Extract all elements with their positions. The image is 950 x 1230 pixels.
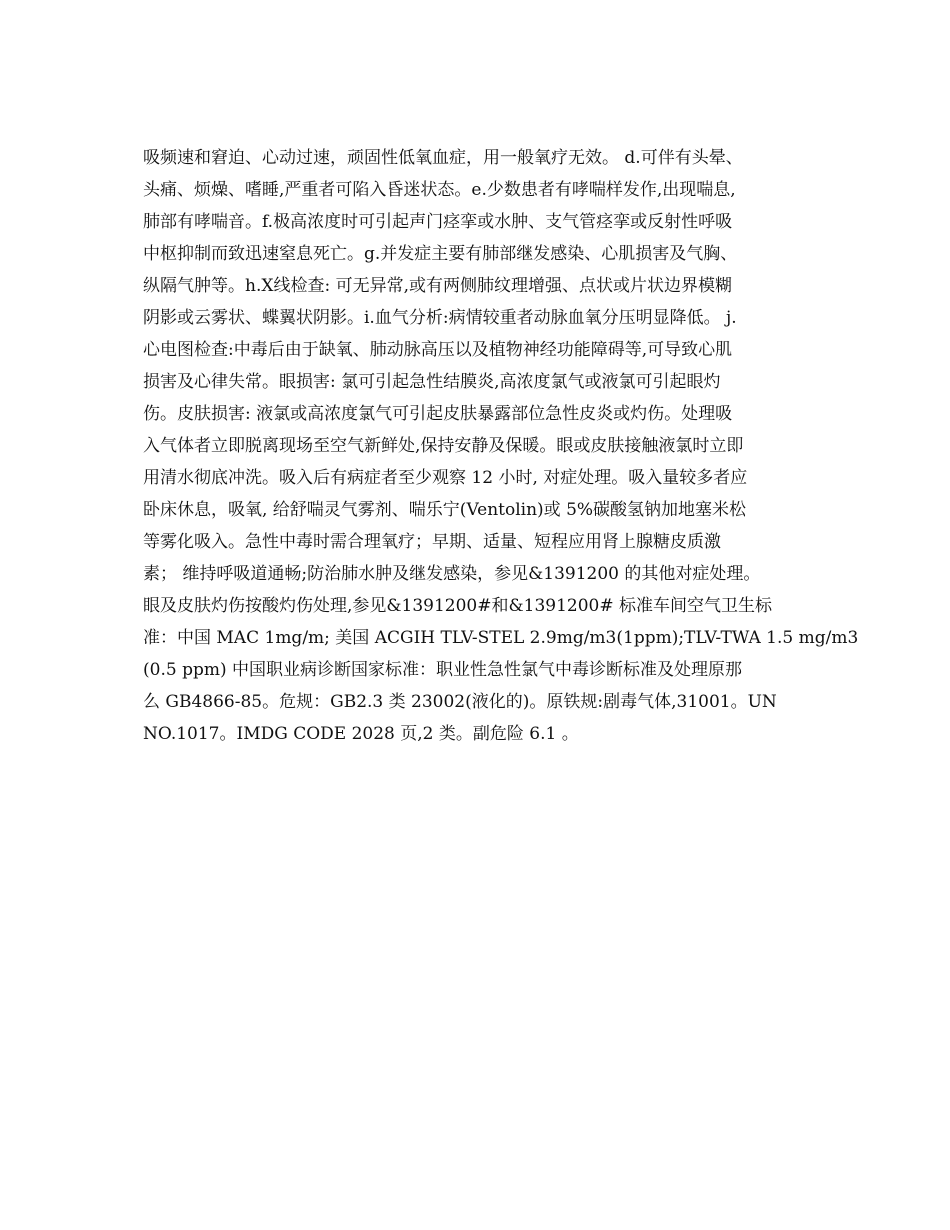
text-line: NO.1017。IMDG CODE 2028 页,2 类。副危险 6.1 。 bbox=[143, 724, 579, 744]
text-line: 么 GB4866-85。危规：GB2.3 类 23002(液化的)。原铁规:剧毒气体,31001。UN bbox=[143, 692, 777, 712]
text-line: 入气体者立即脱离现场至空气新鲜处,保持安静及保暖。眼或皮肤接触液氯时立即 bbox=[143, 436, 744, 456]
text-line: 卧床休息，吸氧, 给舒喘灵气雾剂、喘乐宁(Ventolin)或 5%碳酸氢钠加地塞米松 bbox=[143, 500, 747, 520]
text-line: 纵隔气肿等。h.X线检查: 可无异常,或有两侧肺纹理增强、点状或片状边界模糊 bbox=[143, 276, 732, 296]
text-line: 阴影或云雾状、蝶翼状阴影。i.血气分析:病情较重者动脉血氧分压明显降低。 j. bbox=[143, 308, 737, 328]
text-line: 吸频速和窘迫、心动过速，顽固性低氧血症，用一般氧疗无效。 d.可伴有头晕、 bbox=[143, 148, 743, 168]
text-line: 损害及心律失常。眼损害: 氯可引起急性结膜炎,高浓度氯气或液氯可引起眼灼 bbox=[143, 372, 721, 392]
text-line: 准：中国 MAC 1mg/m; 美国 ACGIH TLV-STEL 2.9mg/m3(1ppm);TLV-TWA 1.5 mg/m3 bbox=[143, 628, 859, 648]
text-line: 用清水彻底冲洗。吸入后有病症者至少观察 12 小时, 对症处理。吸入量较多者应 bbox=[143, 468, 748, 488]
text-line: 心电图检查:中毒后由于缺氧、肺动脉高压以及植物神经功能障碍等,可导致心肌 bbox=[143, 340, 733, 360]
text-line: 中枢抑制而致迅速窒息死亡。g.并发症主要有肺部继发感染、心肌损害及气胸、 bbox=[143, 244, 738, 264]
text-line: 素； 维持呼吸道通畅;防治肺水肿及继发感染，参见&1391200 的其他对症处理。 bbox=[143, 564, 761, 584]
text-line: 头痛、烦燥、嗜睡,严重者可陷入昏迷状态。e.少数患者有哮喘样发作,出现喘息, bbox=[143, 180, 736, 200]
text-line: 眼及皮肤灼伤按酸灼伤处理,参见&1391200#和&1391200# 标准车间空气卫生标 bbox=[143, 596, 772, 616]
document-body-text bbox=[143, 142, 859, 750]
text-line: 伤。皮肤损害: 液氯或高浓度氯气可引起皮肤暴露部位急性皮炎或灼伤。处理吸 bbox=[143, 404, 733, 424]
text-line: 肺部有哮喘音。f.极高浓度时可引起声门痉挛或水肿、支气管痉挛或反射性呼吸 bbox=[143, 212, 733, 232]
text-line: (0.5 ppm) 中国职业病诊断国家标准：职业性急性氯气中毒诊断标准及处理原那 bbox=[143, 660, 742, 680]
text-line: 等雾化吸入。急性中毒时需合理氧疗；早期、适量、短程应用肾上腺糖皮质激 bbox=[143, 532, 721, 552]
